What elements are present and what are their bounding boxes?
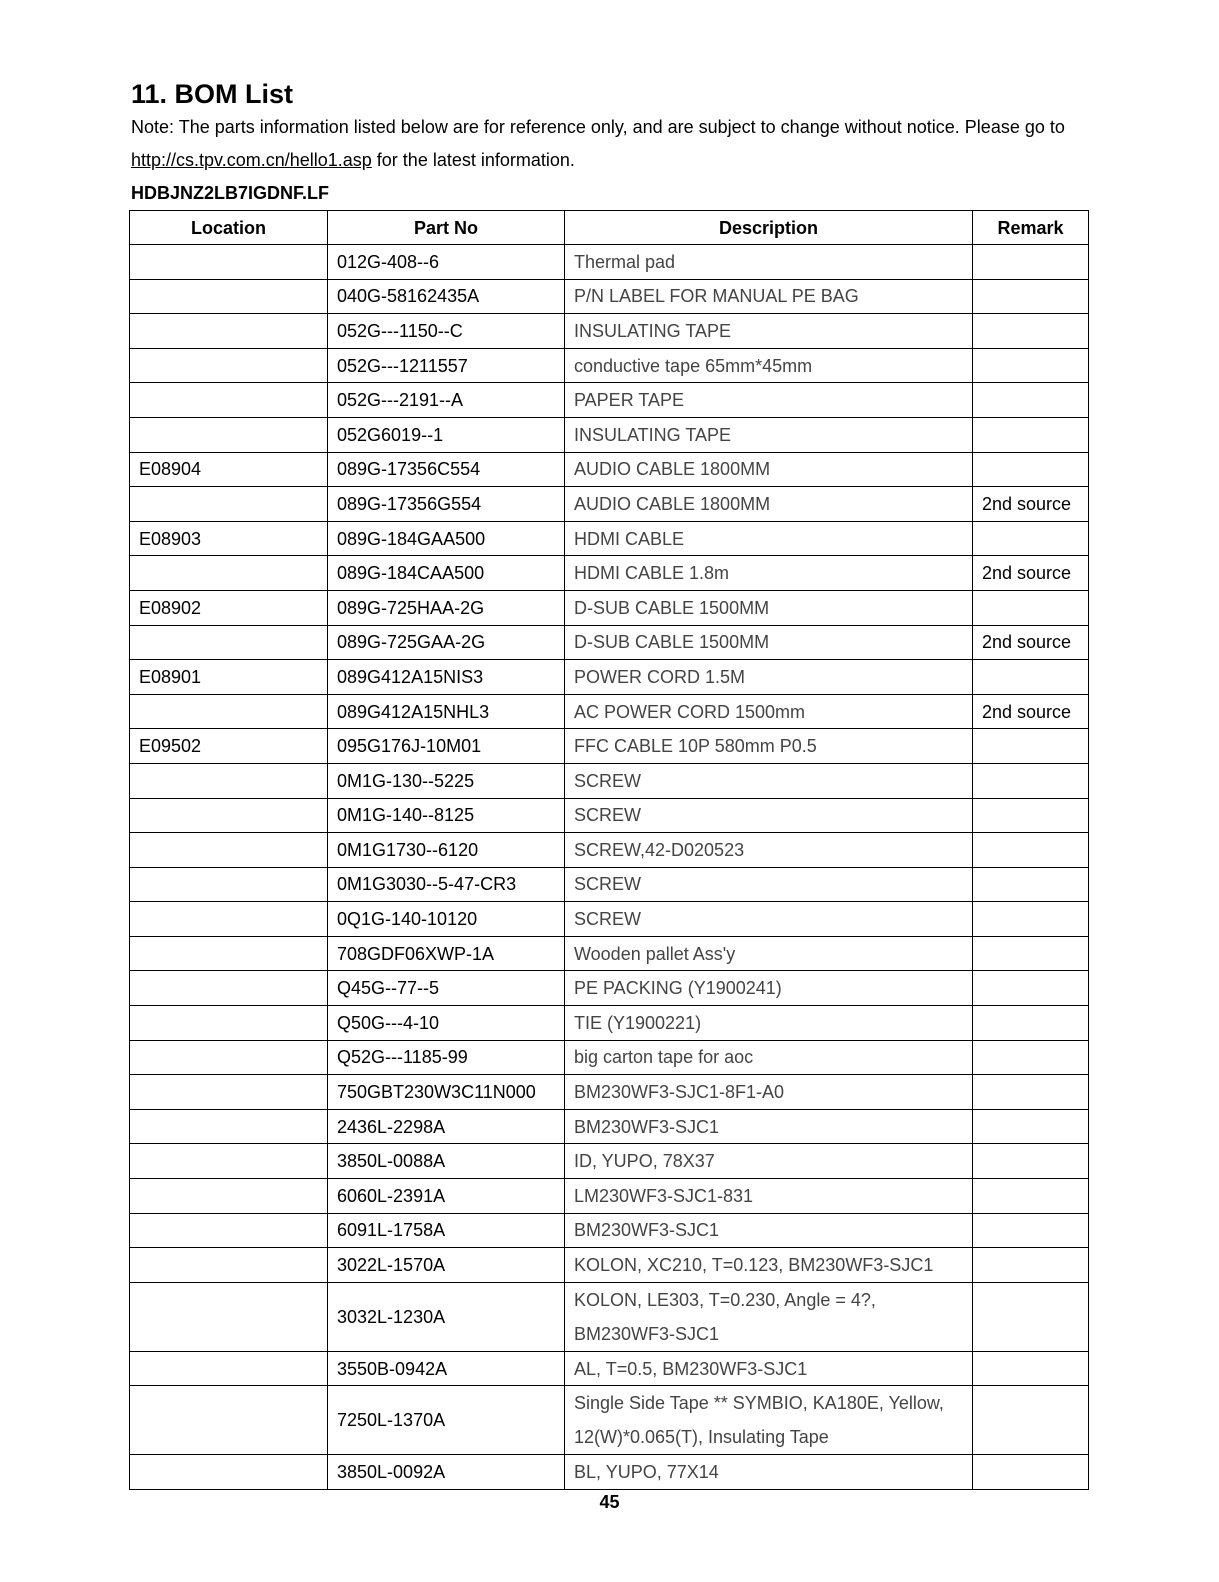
- bom-table: [129, 210, 1089, 1490]
- cell-remark: [973, 590, 1089, 625]
- cell-part-no: 6091L-1758A: [328, 1213, 565, 1248]
- cell-description: Single Side Tape ** SYMBIO, KA180E, Yellow, 12(W)*0.065(T), Insulating Tape: [565, 1386, 973, 1455]
- cell-description: BM230WF3-SJC1-8F1-A0: [565, 1075, 973, 1110]
- cell-description: HDMI CABLE: [565, 521, 973, 556]
- cell-remark: [973, 833, 1089, 868]
- cell-description: D-SUB CABLE 1500MM: [565, 625, 973, 660]
- cell-remark: [973, 1282, 1089, 1351]
- cell-location: [130, 1075, 328, 1110]
- cell-remark: [973, 798, 1089, 833]
- cell-part-no: Q50G---4-10: [328, 1006, 565, 1041]
- cell-description: D-SUB CABLE 1500MM: [565, 590, 973, 625]
- cell-part-no: 2436L-2298A: [328, 1109, 565, 1144]
- table-row: [130, 763, 1089, 798]
- cell-location: E09502: [130, 729, 328, 764]
- cell-remark: 2nd source: [973, 625, 1089, 660]
- table-row: [130, 902, 1089, 937]
- cell-part-no: 750GBT230W3C11N000: [328, 1075, 565, 1110]
- cell-location: [130, 556, 328, 591]
- cell-description: POWER CORD 1.5M: [565, 660, 973, 695]
- cell-description: LM230WF3-SJC1-831: [565, 1179, 973, 1214]
- cell-part-no: 089G-725HAA-2G: [328, 590, 565, 625]
- table-row: [130, 694, 1089, 729]
- cell-part-no: 3850L-0092A: [328, 1455, 565, 1490]
- cell-description: P/N LABEL FOR MANUAL PE BAG: [565, 279, 973, 314]
- note-suffix: for the latest information.: [371, 150, 575, 170]
- cell-description: HDMI CABLE 1.8m: [565, 556, 973, 591]
- cell-location: [130, 279, 328, 314]
- table-header-row: [130, 211, 1089, 245]
- table-row: [130, 971, 1089, 1006]
- cell-part-no: 089G-725GAA-2G: [328, 625, 565, 660]
- cell-part-no: 7250L-1370A: [328, 1386, 565, 1455]
- table-row: [130, 1040, 1089, 1075]
- cell-remark: [973, 245, 1089, 280]
- cell-location: [130, 1179, 328, 1214]
- cell-location: E08902: [130, 590, 328, 625]
- table-row: [130, 279, 1089, 314]
- cell-description: ID, YUPO, 78X37: [565, 1144, 973, 1179]
- cell-location: E08901: [130, 660, 328, 695]
- cell-remark: 2nd source: [973, 556, 1089, 591]
- table-row: [130, 936, 1089, 971]
- column-header-description: Description: [565, 211, 973, 245]
- table-row: [130, 1248, 1089, 1283]
- cell-part-no: Q52G---1185-99: [328, 1040, 565, 1075]
- cell-remark: [973, 1144, 1089, 1179]
- cell-part-no: 3032L-1230A: [328, 1282, 565, 1351]
- cell-part-no: 0M1G3030--5-47-CR3: [328, 867, 565, 902]
- cell-remark: [973, 314, 1089, 349]
- cell-description: KOLON, LE303, T=0.230, Angle = 4?, BM230WF3-SJC1: [565, 1282, 973, 1351]
- cell-description: big carton tape for aoc: [565, 1040, 973, 1075]
- cell-description: SCREW: [565, 763, 973, 798]
- cell-part-no: 089G-17356G554: [328, 487, 565, 522]
- cell-remark: [973, 1248, 1089, 1283]
- cell-location: [130, 1351, 328, 1386]
- cell-description: BM230WF3-SJC1: [565, 1109, 973, 1144]
- table-row: [130, 521, 1089, 556]
- cell-description: AC POWER CORD 1500mm: [565, 694, 973, 729]
- column-header-location: Location: [130, 211, 328, 245]
- cell-remark: 2nd source: [973, 694, 1089, 729]
- cell-location: [130, 798, 328, 833]
- column-header-part-no: Part No: [328, 211, 565, 245]
- cell-remark: [973, 1179, 1089, 1214]
- table-row: [130, 1455, 1089, 1490]
- cell-description: PAPER TAPE: [565, 383, 973, 418]
- cell-location: [130, 1386, 328, 1455]
- cell-part-no: 089G-184CAA500: [328, 556, 565, 591]
- cell-description: INSULATING TAPE: [565, 417, 973, 452]
- table-row: [130, 452, 1089, 487]
- cell-location: [130, 1248, 328, 1283]
- cell-part-no: 089G412A15NIS3: [328, 660, 565, 695]
- table-row: [130, 625, 1089, 660]
- cell-location: [130, 487, 328, 522]
- cell-part-no: 052G---1211557: [328, 348, 565, 383]
- cell-part-no: 052G6019--1: [328, 417, 565, 452]
- cell-part-no: 708GDF06XWP-1A: [328, 936, 565, 971]
- table-row: [130, 348, 1089, 383]
- cell-remark: [973, 971, 1089, 1006]
- bom-table-body: [130, 245, 1089, 1490]
- note-prefix: Note: The parts information listed below are for reference only, and are subject to change without notice. Please go to: [131, 117, 1065, 137]
- cell-description: SCREW: [565, 902, 973, 937]
- cell-remark: [973, 902, 1089, 937]
- cell-description: KOLON, XC210, T=0.123, BM230WF3-SJC1: [565, 1248, 973, 1283]
- cell-remark: [973, 383, 1089, 418]
- cell-part-no: 012G-408--6: [328, 245, 565, 280]
- table-row: [130, 1282, 1089, 1351]
- cell-location: [130, 1282, 328, 1351]
- cell-location: [130, 1040, 328, 1075]
- cell-remark: [973, 867, 1089, 902]
- cell-description: FFC CABLE 10P 580mm P0.5: [565, 729, 973, 764]
- cell-description: SCREW: [565, 798, 973, 833]
- cell-remark: [973, 1351, 1089, 1386]
- table-row: [130, 1144, 1089, 1179]
- cell-part-no: 3022L-1570A: [328, 1248, 565, 1283]
- cell-location: [130, 763, 328, 798]
- table-row: [130, 417, 1089, 452]
- table-row: [130, 867, 1089, 902]
- cell-location: [130, 625, 328, 660]
- cell-location: [130, 971, 328, 1006]
- table-row: [130, 245, 1089, 280]
- latest-info-link[interactable]: http://cs.tpv.com.cn/hello1.asp: [131, 150, 372, 170]
- cell-remark: 2nd source: [973, 487, 1089, 522]
- cell-location: [130, 867, 328, 902]
- cell-part-no: 3550B-0942A: [328, 1351, 565, 1386]
- cell-description: BL, YUPO, 77X14: [565, 1455, 973, 1490]
- cell-description: Wooden pallet Ass'y: [565, 936, 973, 971]
- cell-remark: [973, 521, 1089, 556]
- table-row: [130, 1386, 1089, 1455]
- cell-part-no: 089G-184GAA500: [328, 521, 565, 556]
- cell-part-no: 0M1G1730--6120: [328, 833, 565, 868]
- cell-remark: [973, 452, 1089, 487]
- cell-description: Thermal pad: [565, 245, 973, 280]
- cell-remark: [973, 1075, 1089, 1110]
- cell-location: [130, 245, 328, 280]
- table-row: [130, 1213, 1089, 1248]
- cell-description: AUDIO CABLE 1800MM: [565, 487, 973, 522]
- cell-remark: [973, 1040, 1089, 1075]
- page-number: 45: [599, 1492, 620, 1512]
- table-row: [130, 556, 1089, 591]
- cell-part-no: 0Q1G-140-10120: [328, 902, 565, 937]
- cell-remark: [973, 1109, 1089, 1144]
- cell-description: conductive tape 65mm*45mm: [565, 348, 973, 383]
- cell-remark: [973, 279, 1089, 314]
- cell-part-no: 0M1G-130--5225: [328, 763, 565, 798]
- cell-location: [130, 902, 328, 937]
- cell-description: BM230WF3-SJC1: [565, 1213, 973, 1248]
- table-row: [130, 1109, 1089, 1144]
- cell-description: SCREW: [565, 867, 973, 902]
- cell-remark: [973, 1213, 1089, 1248]
- cell-location: [130, 1006, 328, 1041]
- cell-location: [130, 936, 328, 971]
- table-row: [130, 1179, 1089, 1214]
- table-row: [130, 487, 1089, 522]
- cell-description: SCREW,42-D020523: [565, 833, 973, 868]
- model-number: HDBJNZ2LB7IGDNF.LF: [131, 183, 330, 203]
- page-title: 11. BOM List: [131, 79, 294, 109]
- cell-part-no: 6060L-2391A: [328, 1179, 565, 1214]
- cell-remark: [973, 763, 1089, 798]
- cell-part-no: 089G-17356C554: [328, 452, 565, 487]
- table-row: [130, 833, 1089, 868]
- cell-location: [130, 1213, 328, 1248]
- note-paragraph: [131, 111, 1091, 177]
- cell-location: [130, 694, 328, 729]
- table-row: [130, 729, 1089, 764]
- table-row: [130, 590, 1089, 625]
- cell-description: INSULATING TAPE: [565, 314, 973, 349]
- table-row: [130, 383, 1089, 418]
- cell-part-no: Q45G--77--5: [328, 971, 565, 1006]
- cell-location: [130, 383, 328, 418]
- cell-remark: [973, 417, 1089, 452]
- cell-part-no: 052G---2191--A: [328, 383, 565, 418]
- cell-remark: [973, 1455, 1089, 1490]
- cell-location: [130, 833, 328, 868]
- cell-location: [130, 417, 328, 452]
- cell-part-no: 040G-58162435A: [328, 279, 565, 314]
- cell-part-no: 0M1G-140--8125: [328, 798, 565, 833]
- table-row: [130, 1075, 1089, 1110]
- cell-remark: [973, 1006, 1089, 1041]
- table-row: [130, 1351, 1089, 1386]
- cell-remark: [973, 348, 1089, 383]
- cell-remark: [973, 729, 1089, 764]
- cell-remark: [973, 660, 1089, 695]
- cell-location: [130, 1144, 328, 1179]
- table-row: [130, 314, 1089, 349]
- cell-description: AL, T=0.5, BM230WF3-SJC1: [565, 1351, 973, 1386]
- cell-part-no: 095G176J-10M01: [328, 729, 565, 764]
- cell-location: [130, 348, 328, 383]
- cell-location: [130, 314, 328, 349]
- cell-description: PE PACKING (Y1900241): [565, 971, 973, 1006]
- table-row: [130, 1006, 1089, 1041]
- cell-remark: [973, 1386, 1089, 1455]
- column-header-remark: Remark: [973, 211, 1089, 245]
- cell-description: TIE (Y1900221): [565, 1006, 973, 1041]
- cell-description: AUDIO CABLE 1800MM: [565, 452, 973, 487]
- cell-location: E08904: [130, 452, 328, 487]
- cell-part-no: 3850L-0088A: [328, 1144, 565, 1179]
- cell-remark: [973, 936, 1089, 971]
- cell-part-no: 089G412A15NHL3: [328, 694, 565, 729]
- cell-location: [130, 1455, 328, 1490]
- cell-location: [130, 1109, 328, 1144]
- table-row: [130, 798, 1089, 833]
- table-row: [130, 660, 1089, 695]
- cell-location: E08903: [130, 521, 328, 556]
- cell-part-no: 052G---1150--C: [328, 314, 565, 349]
